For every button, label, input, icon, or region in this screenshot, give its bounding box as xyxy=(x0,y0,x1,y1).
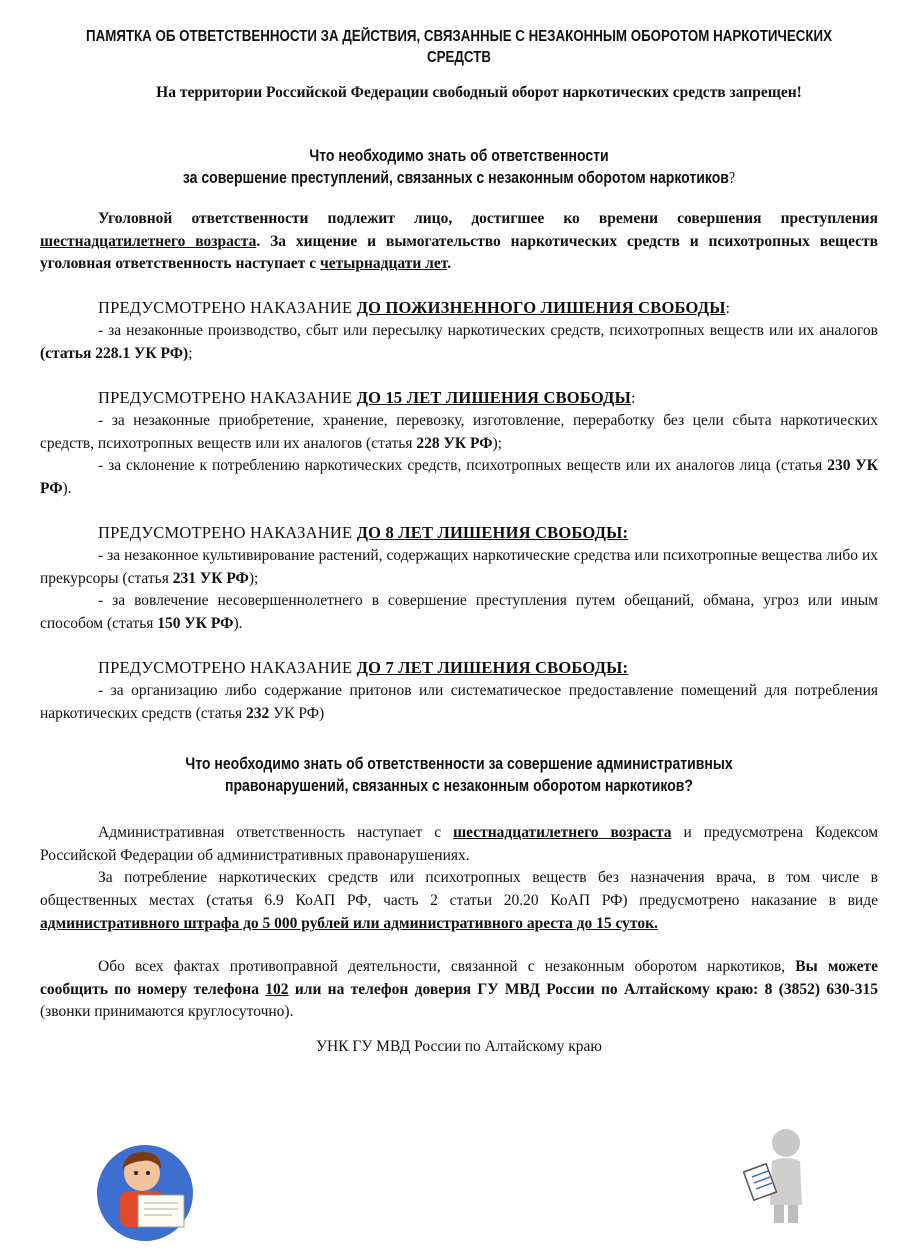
report-paragraph: Обо всех фактах противоправной деятельности, связанной с незаконным оборотом наркотиков, Вы можете сообщить по номеру телефона 102 или на телефон доверия ГУ МВД России по Алтайскому краю: 8 (3852) 630-315 (звонки принимаются круглосуточно). xyxy=(40,958,878,1021)
criminal-section-heading: Что необходимо знать об ответственности за совершение преступлений, связанных с незаконным оборотом наркотиков? xyxy=(182,147,736,187)
document-title: ПАМЯТКА ОБ ОТВЕТСТВЕННОСТИ ЗА ДЕЙСТВИЯ, СВЯЗАННЫЕ С НЕЗАКОННЫМ ОБОРОТОМ НАРКОТИЧЕСКИХ СРЕДСТВ xyxy=(86,28,832,66)
criminal-age-paragraph: Уголовной ответственности подлежит лицо, достигшее ко времени совершения преступления шестнадцатилетнего возраста. За хищение и вымогательство наркотических средств и психотропных веществ уголовная ответственность наступает с четырнадцати лет. xyxy=(40,210,879,273)
penalty-15-heading: ПРЕДУСМОТРЕНО НАКАЗАНИЕ ДО 15 ЛЕТ ЛИШЕНИЯ СВОБОДЫ: xyxy=(98,387,636,407)
penalty-7-heading: ПРЕДУСМОТРЕНО НАКАЗАНИЕ ДО 7 ЛЕТ ЛИШЕНИЯ СВОБОДЫ: xyxy=(98,657,629,677)
penalty-item: - за склонение к потреблению наркотических средств, психотропных веществ или их аналогов лица (статья 230 УК РФ). xyxy=(40,457,878,497)
penalty-item: - за незаконные приобретение, хранение, перевозку, изготовление, переработку без цели сбыта наркотических средств, психотропных веществ или их аналогов (статья 228 УК РФ); xyxy=(40,412,878,452)
penalty-life-heading: ПРЕДУСМОТРЕНО НАКАЗАНИЕ ДО ПОЖИЗНЕННОГО ЛИШЕНИЯ СВОБОДЫ: xyxy=(98,297,730,317)
person-clipboard-image xyxy=(742,1125,812,1225)
penalty-item: - за организацию либо содержание притонов или систематическое предоставление помещений для потребления наркотических средств (статья 232 УК РФ) xyxy=(40,682,878,722)
intro-statement: На территории Российской Федерации свободный оборот наркотических средств запрещен! xyxy=(156,84,802,101)
child-reading-image xyxy=(92,1135,198,1245)
document-page xyxy=(40,26,878,1056)
admin-penalty-paragraph: За потребление наркотических средств или психотропных веществ без назначения врача, в том числе в общественных местах (статья 6.9 КоАП РФ, часть 2 статьи 20.20 КоАП РФ) предусмотрено наказание в виде административного штрафа до 5 000 рублей или административного ареста до 15 суток. xyxy=(40,869,878,932)
penalty-item: - за незаконные производство, сбыт или пересылку наркотических средств, психотропных веществ или их аналогов (статья 228.1 УК РФ); xyxy=(40,322,878,362)
signature: УНК ГУ МВД России по Алтайскому краю xyxy=(315,1038,602,1056)
penalty-8-heading: ПРЕДУСМОТРЕНО НАКАЗАНИЕ ДО 8 ЛЕТ ЛИШЕНИЯ СВОБОДЫ: xyxy=(98,522,629,542)
admin-section-heading: Что необходимо знать об ответственности за совершение административных правонарушений, связанных с незаконным оборотом наркотиков? xyxy=(185,755,733,796)
penalty-item: - за незаконное культивирование растений, содержащих наркотические средства или психотропные вещества либо их прекурсоры (статья 231 УК РФ); xyxy=(40,547,878,587)
admin-age-paragraph: Административная ответственность наступает с шестнадцатилетнего возраста и предусмотрена Кодексом Российской Федерации об административных правонарушениях. xyxy=(40,824,878,864)
penalty-item: - за вовлечение несовершеннолетнего в совершение преступления путем обещаний, обмана, угроз или иным способом (статья 150 УК РФ). xyxy=(40,592,878,632)
